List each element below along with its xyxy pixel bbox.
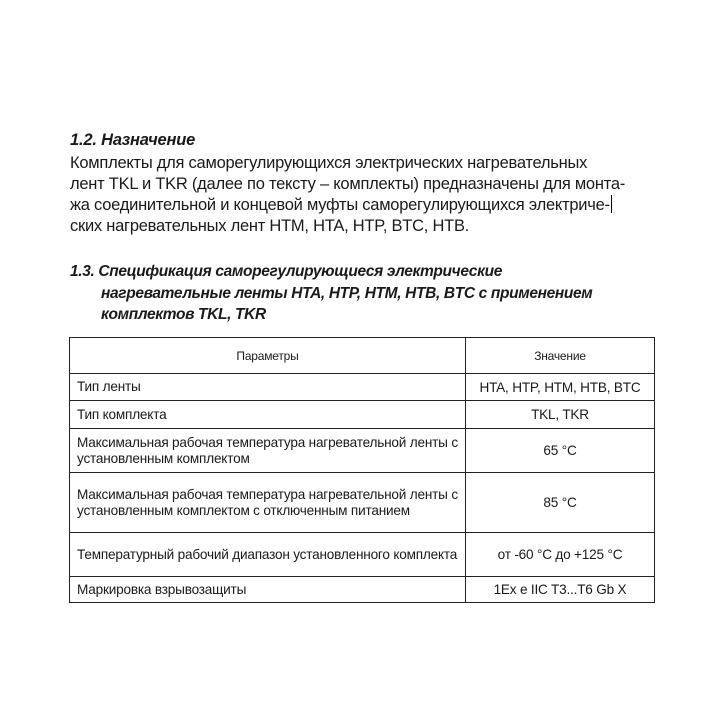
table-header-row bbox=[70, 338, 655, 374]
table-row bbox=[70, 533, 655, 577]
specification-table bbox=[69, 337, 655, 603]
heading-line: 1.3. Спецификация саморегулирующиеся электрические bbox=[70, 263, 502, 280]
heading-line: нагревательные ленты HTA, HTP, HTM, HTB, BTC с применением bbox=[101, 284, 593, 302]
param-cell: Максимальная рабочая температура нагревательной ленты с установленным комплектом bbox=[70, 429, 466, 473]
column-header-parameters: Параметры bbox=[70, 338, 466, 374]
section-1-2-paragraph bbox=[70, 153, 670, 237]
section-1-3-heading bbox=[70, 261, 592, 326]
table-row bbox=[70, 429, 655, 473]
value-cell: от -60 °C до +125 °C bbox=[466, 533, 655, 577]
param-cell: Температурный рабочий диапазон установленного комплекта bbox=[70, 533, 466, 577]
paragraph-line: Комплекты для саморегулирующихся электрических нагревательных bbox=[70, 154, 588, 172]
paragraph-line bbox=[70, 195, 670, 216]
value-cell: 65 °C bbox=[466, 429, 655, 473]
table-row bbox=[70, 374, 655, 401]
param-cell: Маркировка взрывозащиты bbox=[70, 577, 466, 603]
text-cursor bbox=[611, 195, 612, 213]
value-cell: 1Ex e IIC T3...T6 Gb X bbox=[466, 577, 655, 603]
value-cell: TKL, TKR bbox=[466, 401, 655, 429]
paragraph-line-text: жа соединительной и концевой муфты саморегулирующихся электриче- bbox=[70, 196, 610, 214]
column-header-value: Значение bbox=[466, 338, 655, 374]
table-row bbox=[70, 577, 655, 603]
value-cell: HTA, HTP, HTM, HTB, BTC bbox=[466, 374, 655, 401]
value-cell: 85 °C bbox=[466, 473, 655, 533]
paragraph-line: ских нагревательных лент HTM, HTA, HTP, BTC, HTB. bbox=[70, 217, 470, 235]
param-cell: Максимальная рабочая температура нагревательной ленты с установленным комплектом с отключенным питанием bbox=[70, 473, 466, 533]
param-cell: Тип комплекта bbox=[70, 401, 466, 429]
table-row bbox=[70, 401, 655, 429]
paragraph-line: лент TKL и TKR (далее по тексту – комплекты) предназначены для монта- bbox=[70, 175, 626, 193]
table-row bbox=[70, 473, 655, 533]
param-cell: Тип ленты bbox=[70, 374, 466, 401]
heading-line: комплектов TKL, TKR bbox=[101, 306, 266, 323]
section-1-2-heading: 1.2. Назначение bbox=[70, 131, 196, 149]
